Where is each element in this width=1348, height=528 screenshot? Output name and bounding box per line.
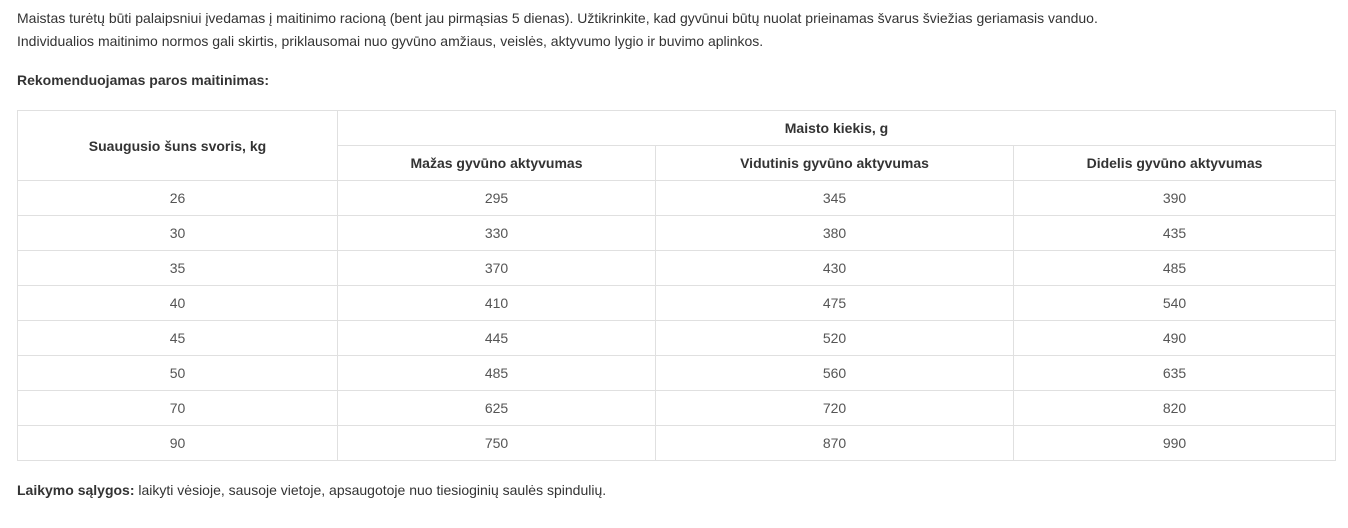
high-activity-cell: 390 xyxy=(1014,181,1336,216)
table-row xyxy=(18,251,1336,286)
weight-column-header: Suaugusio šuns svoris, kg xyxy=(18,111,338,181)
weight-cell: 50 xyxy=(18,356,338,391)
high-activity-cell: 435 xyxy=(1014,216,1336,251)
high-activity-header: Didelis gyvūno aktyvumas xyxy=(1014,146,1336,181)
low-activity-cell: 750 xyxy=(338,426,656,461)
intro-text xyxy=(17,0,1335,53)
weight-cell: 90 xyxy=(18,426,338,461)
medium-activity-header: Vidutinis gyvūno aktyvumas xyxy=(656,146,1014,181)
medium-activity-cell: 430 xyxy=(656,251,1014,286)
weight-cell: 45 xyxy=(18,321,338,356)
weight-cell: 40 xyxy=(18,286,338,321)
intro-line-1: Maistas turėtų būti palaipsniui įvedamas į maitinimo racioną (bent jau pirmąsias 5 dienas). Užtikrinkite, kad gyvūnui būtų nuolat prieinamas švarus šviežias geriamasis vanduo. xyxy=(17,10,1098,26)
low-activity-cell: 330 xyxy=(338,216,656,251)
low-activity-header: Mažas gyvūno aktyvumas xyxy=(338,146,656,181)
low-activity-cell: 625 xyxy=(338,391,656,426)
low-activity-cell: 485 xyxy=(338,356,656,391)
high-activity-cell: 635 xyxy=(1014,356,1336,391)
medium-activity-cell: 870 xyxy=(656,426,1014,461)
weight-cell: 30 xyxy=(18,216,338,251)
high-activity-cell: 485 xyxy=(1014,251,1336,286)
table-header-row xyxy=(18,111,1336,146)
storage-conditions xyxy=(17,481,606,499)
table-row xyxy=(18,181,1336,216)
table-row xyxy=(18,426,1336,461)
medium-activity-cell: 560 xyxy=(656,356,1014,391)
high-activity-cell: 490 xyxy=(1014,321,1336,356)
table-row xyxy=(18,216,1336,251)
high-activity-cell: 540 xyxy=(1014,286,1336,321)
storage-text: laikyti vėsioje, sausoje vietoje, apsaugotoje nuo tiesioginių saulės spindulių. xyxy=(134,482,607,498)
medium-activity-cell: 380 xyxy=(656,216,1014,251)
low-activity-cell: 445 xyxy=(338,321,656,356)
weight-cell: 26 xyxy=(18,181,338,216)
table-row xyxy=(18,286,1336,321)
weight-cell: 35 xyxy=(18,251,338,286)
high-activity-cell: 820 xyxy=(1014,391,1336,426)
high-activity-cell: 990 xyxy=(1014,426,1336,461)
low-activity-cell: 370 xyxy=(338,251,656,286)
feeding-table xyxy=(17,110,1336,461)
medium-activity-cell: 720 xyxy=(656,391,1014,426)
low-activity-cell: 410 xyxy=(338,286,656,321)
storage-label: Laikymo sąlygos: xyxy=(17,482,135,498)
product-description xyxy=(17,0,1335,498)
feeding-heading: Rekomenduojamas paros maitinimas: xyxy=(17,72,270,88)
weight-cell: 70 xyxy=(18,391,338,426)
table-row xyxy=(18,321,1336,356)
intro-line-2: Individualios maitinimo normos gali skirtis, priklausomai nuo gyvūno amžiaus, veislės, aktyvumo lygio ir buvimo aplinkos. xyxy=(17,33,764,49)
low-activity-cell: 295 xyxy=(338,181,656,216)
table-row xyxy=(18,391,1336,426)
medium-activity-cell: 345 xyxy=(656,181,1014,216)
amount-column-header: Maisto kiekis, g xyxy=(338,111,1336,146)
table-row xyxy=(18,356,1336,391)
medium-activity-cell: 475 xyxy=(656,286,1014,321)
medium-activity-cell: 520 xyxy=(656,321,1014,356)
